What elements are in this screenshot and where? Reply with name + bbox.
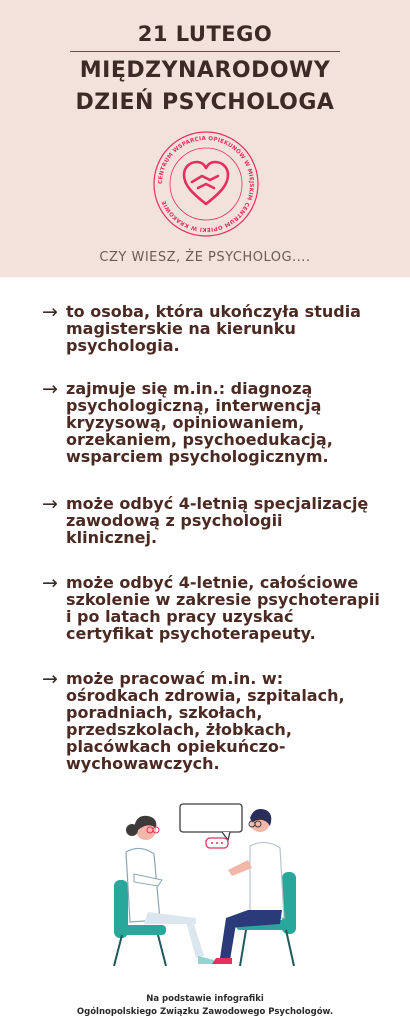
- divider: [70, 51, 340, 52]
- page-title-line2: DZIEŃ PSYCHOLOGA: [75, 90, 335, 115]
- arrow-right-icon: →: [42, 572, 58, 594]
- footer-source-line1: Na podstawie infografiki: [146, 994, 264, 1004]
- speech-bubble-icon: [180, 804, 242, 840]
- fact-text: może odbyć 4-letnią specjalizację zawodową z psychologii klinicznej.: [66, 494, 369, 547]
- footer-source-line2: Ogólnopolskiego Związku Zawodowego Psychologów.: [76, 1007, 334, 1017]
- arrow-right-icon: →: [42, 301, 58, 323]
- fact-item-5: [42, 670, 382, 772]
- date-heading: 21 LUTEGO: [137, 22, 273, 46]
- fact-item-1: [42, 303, 382, 354]
- heart-hands-icon: [184, 162, 228, 204]
- fact-text: może pracować m.in. w: ośrodkach zdrowia, szpitalach, poradniach, szkołach, przedszkolach, żłobkach, placówkach opiekuńczo- wychowawczych.: [66, 669, 345, 773]
- fact-item-3: [42, 495, 382, 546]
- page-title-line1: MIĘDZYNARODOWY: [79, 58, 331, 83]
- fact-item-2: [42, 380, 382, 465]
- fact-text: to osoba, która ukończyła studia magisterskie na kierunku psychologia.: [66, 302, 361, 355]
- fact-item-4: [42, 574, 382, 642]
- arrow-right-icon: →: [42, 378, 58, 400]
- question-text: CZY WIESZ, ŻE PSYCHOLOG....: [99, 250, 311, 265]
- fact-text: zajmuje się m.in.: diagnozą psychologiczną, interwencją kryzysową, opiniowaniem, orzekaniem, psychoedukacją, wsparciem psychologicznym.: [66, 379, 333, 466]
- therapy-session-illustration: [100, 800, 310, 970]
- arrow-right-icon: →: [42, 668, 58, 690]
- header-panel: [0, 0, 410, 277]
- chat-bubble-icon: [206, 838, 228, 848]
- logo-ring-text: CENTRUM WSPARCIA OPIEKUNÓW W MIEJSKIM CENTRUM OPIEKI W KRAKOWIE: [157, 135, 255, 233]
- fact-text: może odbyć 4-letnie, całościowe szkolenie w zakresie psychoterapii i po latach pracy uzyskać certyfikat psychoterapeuty.: [66, 573, 380, 643]
- centrum-logo: [152, 130, 260, 238]
- arrow-right-icon: →: [42, 493, 58, 515]
- psychologist-figure: [126, 816, 214, 964]
